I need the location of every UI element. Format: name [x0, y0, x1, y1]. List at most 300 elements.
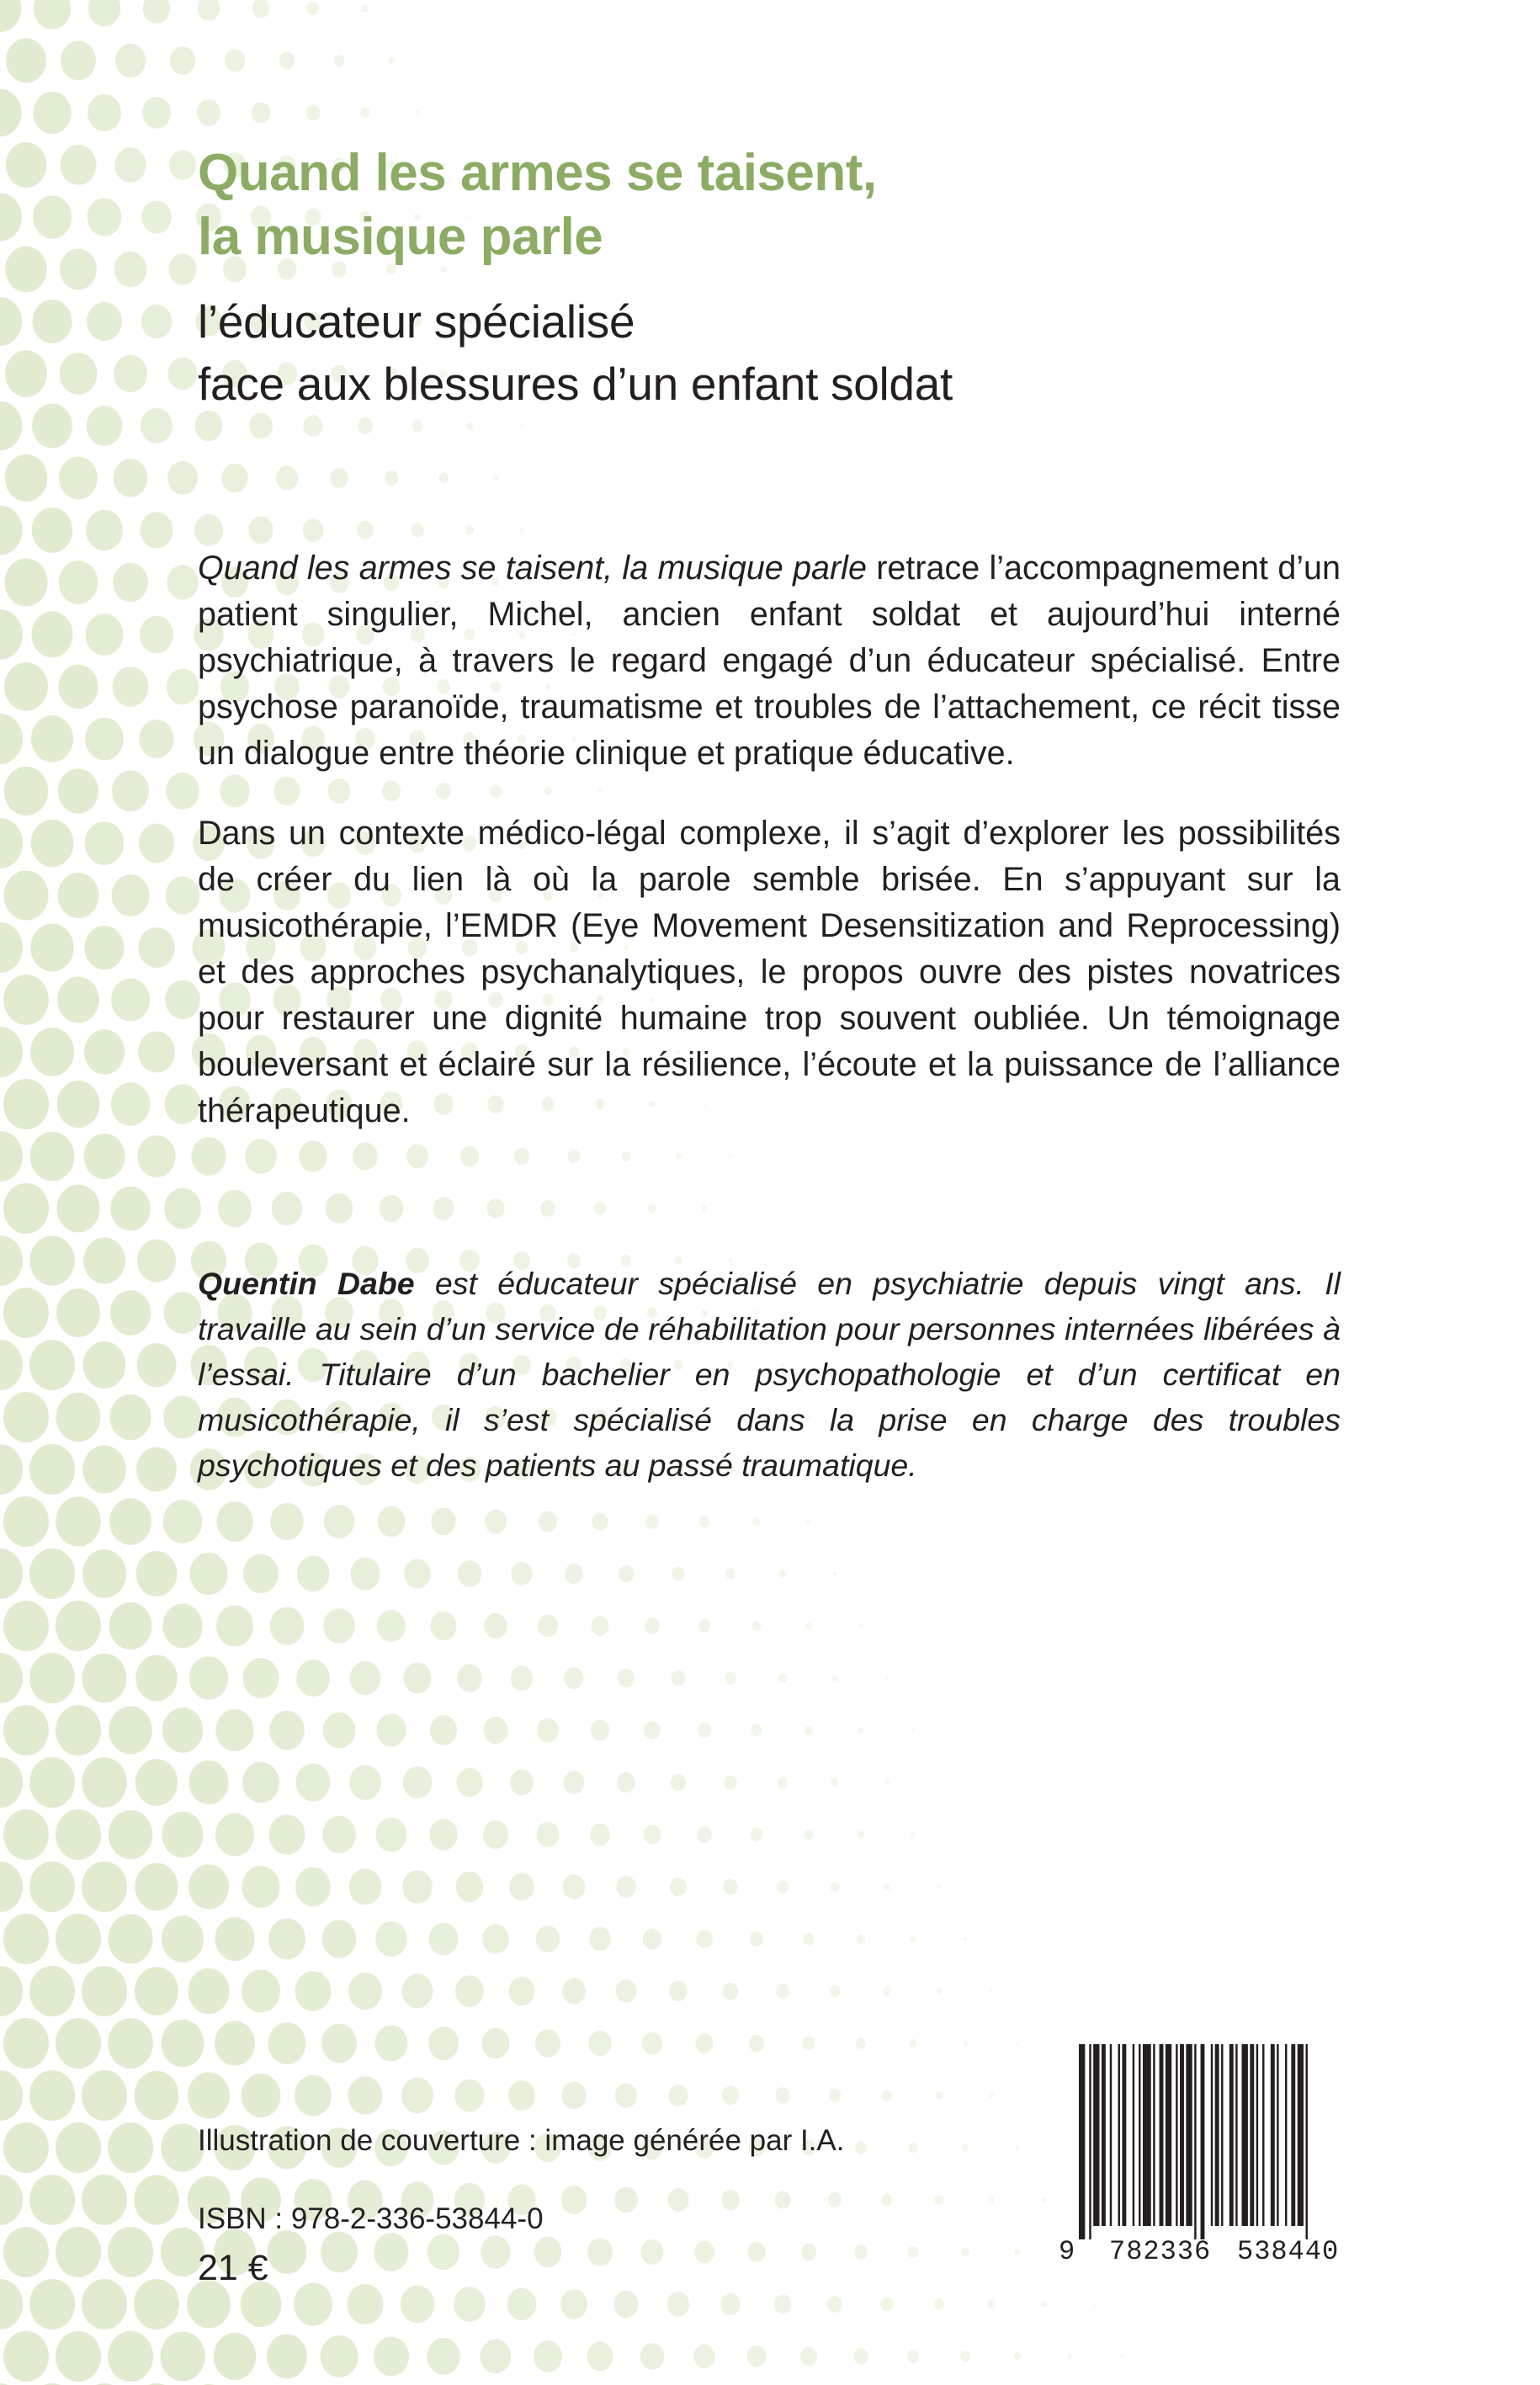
background-dot — [507, 2288, 537, 2320]
background-dot — [883, 1987, 891, 1996]
background-dot — [139, 824, 174, 863]
background-dot — [189, 1968, 230, 2014]
background-dot — [534, 2340, 562, 2372]
background-dot — [330, 468, 348, 488]
background-dot — [168, 254, 196, 285]
background-dot — [751, 1828, 763, 1841]
background-dot — [934, 2298, 944, 2310]
background-dot — [832, 1675, 838, 1681]
background-dot — [87, 302, 122, 341]
background-dot — [114, 459, 148, 497]
background-dot — [86, 510, 123, 551]
barcode-bar — [1153, 2044, 1155, 2226]
background-dot — [5, 350, 47, 396]
background-dot — [60, 353, 98, 395]
background-dot — [774, 2295, 792, 2314]
background-dot — [163, 1396, 202, 1439]
background-dot — [269, 1814, 305, 1855]
background-dot — [82, 1549, 126, 1598]
background-dot — [83, 1237, 125, 1283]
background-dot — [382, 781, 401, 802]
background-dot — [306, 105, 321, 121]
background-dot — [520, 424, 523, 427]
background-dot — [87, 406, 123, 445]
barcode-bar — [1093, 2044, 1099, 2226]
background-dot — [417, 8, 419, 10]
background-dot — [457, 1664, 482, 1692]
background-dot — [415, 110, 419, 115]
background-dot — [242, 1970, 280, 2013]
background-dot — [374, 2337, 409, 2377]
background-dot — [85, 821, 124, 865]
background-dot — [961, 2247, 969, 2256]
background-dot — [138, 927, 174, 968]
background-dot — [268, 1919, 305, 1960]
background-dot — [753, 1517, 761, 1526]
background-dot — [29, 1653, 75, 1703]
barcode-bar — [1298, 2044, 1304, 2226]
background-dot — [137, 1343, 177, 1387]
background-dot — [378, 1506, 406, 1537]
background-dot — [880, 2297, 893, 2312]
background-dot — [854, 2244, 868, 2259]
background-dot — [3, 975, 49, 1025]
background-dot — [401, 2286, 434, 2324]
background-dot — [270, 1607, 305, 1644]
background-dot — [4, 559, 47, 607]
background-dot — [560, 2289, 587, 2319]
background-dot — [109, 1394, 151, 1441]
background-dot — [3, 1601, 49, 1651]
background-dot — [385, 470, 399, 486]
background-dot — [349, 1765, 381, 1800]
background-dot — [885, 1676, 889, 1680]
background-dot — [304, 415, 323, 436]
background-dot — [114, 252, 147, 288]
background-dot — [723, 1983, 739, 2000]
background-dot — [537, 1718, 559, 1743]
background-dot — [249, 413, 273, 439]
background-dot — [362, 4, 369, 13]
background-dot — [514, 1148, 529, 1165]
background-dot — [404, 1559, 431, 1588]
background-dot — [169, 150, 196, 179]
background-dot — [430, 1715, 457, 1745]
background-dot — [82, 1862, 127, 1912]
background-dot — [29, 2175, 75, 2225]
background-dot — [225, 49, 245, 72]
background-dot — [0, 1757, 23, 1808]
barcode-bar — [1285, 2044, 1287, 2226]
background-dot — [296, 1763, 331, 1801]
background-dot — [427, 2234, 459, 2271]
background-dot — [357, 521, 374, 539]
background-dot — [0, 1862, 23, 1912]
background-dot — [29, 1966, 75, 2016]
background-dot — [109, 1706, 151, 1754]
background-dot — [1120, 2355, 1123, 2358]
background-dot — [962, 2143, 969, 2151]
barcode-bar — [1186, 2044, 1192, 2226]
background-dot — [321, 2335, 358, 2377]
background-dot — [544, 787, 551, 795]
background-dot — [135, 1967, 178, 2016]
background-dot — [216, 1606, 253, 1647]
background-dot — [460, 1146, 479, 1167]
background-dot — [307, 2, 320, 15]
background-dot — [403, 1663, 431, 1694]
background-dot — [272, 1192, 302, 1225]
background-dot — [564, 1667, 583, 1689]
background-dot — [3, 1079, 49, 1129]
background-dot — [884, 1780, 889, 1785]
barcode-bar — [1271, 2044, 1275, 2226]
background-dot — [135, 1759, 178, 1806]
background-dot — [163, 1500, 202, 1543]
background-dot — [88, 0, 120, 26]
background-dot — [590, 1824, 610, 1846]
background-dot — [162, 1708, 203, 1753]
background-dot — [696, 1930, 712, 1948]
background-dot — [990, 1989, 993, 1993]
background-dot — [588, 2031, 611, 2056]
background-dot — [937, 1884, 942, 1888]
background-dot — [454, 2287, 485, 2322]
background-dot — [269, 1711, 305, 1750]
background-dot — [987, 2300, 996, 2309]
book-title-line-2: la musique parle — [198, 208, 603, 266]
background-dot — [645, 1617, 660, 1634]
background-dot — [438, 473, 449, 484]
background-dot — [775, 2087, 789, 2103]
background-dot — [411, 523, 423, 538]
background-dot — [56, 2018, 101, 2069]
background-dot — [165, 1084, 201, 1123]
background-dot — [592, 1616, 609, 1635]
background-dot — [29, 2279, 75, 2329]
background-dot — [619, 1565, 634, 1582]
background-dot — [458, 1560, 481, 1587]
background-dot — [0, 609, 23, 660]
barcode-bar — [1256, 2044, 1258, 2226]
background-dot — [536, 1926, 560, 1952]
background-dot — [376, 1713, 406, 1746]
barcode-bar — [1250, 2044, 1254, 2226]
background-dot — [268, 2230, 307, 2274]
background-dot — [334, 55, 345, 66]
background-dot — [429, 1923, 459, 1956]
background-dot — [5, 454, 48, 502]
background-dot — [0, 1548, 23, 1599]
barcode-bar — [1194, 2044, 1196, 2239]
background-dot — [296, 1660, 330, 1697]
background-dot — [142, 97, 171, 129]
description-title-italic: Quand les armes se taisent, la musique parle — [198, 550, 867, 587]
background-dot — [3, 1914, 49, 1964]
background-dot — [565, 1564, 583, 1584]
background-dot — [166, 876, 200, 914]
background-dot — [406, 1145, 428, 1169]
background-dot — [85, 718, 124, 761]
background-dot — [641, 2239, 664, 2265]
background-dot — [242, 1762, 279, 1803]
background-dot — [0, 1444, 23, 1495]
background-dot — [858, 1830, 864, 1838]
background-dot — [377, 1610, 406, 1642]
background-dot — [0, 1340, 23, 1390]
background-dot — [466, 422, 473, 430]
background-dot — [540, 1200, 555, 1216]
background-dot — [1041, 2301, 1047, 2307]
background-dot — [267, 2335, 307, 2379]
background-dot — [481, 2235, 510, 2268]
background-dot — [29, 1862, 75, 1912]
background-dot — [597, 789, 602, 794]
background-dot — [295, 1971, 332, 2011]
background-dot — [511, 1562, 532, 1586]
background-dot — [827, 2296, 842, 2313]
background-dot — [135, 1655, 177, 1702]
background-dot — [510, 1769, 534, 1795]
background-dot — [59, 457, 98, 500]
background-dot — [482, 2028, 510, 2059]
background-dot — [3, 1392, 49, 1442]
background-dot — [779, 1570, 786, 1577]
background-dot — [401, 2078, 433, 2113]
description-paragraph-1 — [198, 545, 1341, 777]
background-dot — [112, 874, 150, 916]
background-dot — [483, 1820, 508, 1849]
background-dot — [375, 2025, 408, 2061]
background-dot — [0, 193, 22, 241]
background-dot — [274, 777, 300, 805]
background-dot — [831, 1778, 839, 1787]
background-dot — [328, 778, 351, 804]
background-dot — [248, 517, 273, 544]
background-dot — [86, 614, 124, 656]
background-dot — [800, 2347, 817, 2366]
background-dot — [723, 1879, 737, 1895]
background-dot — [594, 1202, 606, 1214]
barcode-bar — [1180, 2044, 1184, 2226]
background-dot — [1043, 2094, 1045, 2096]
background-dot — [1094, 2303, 1097, 2306]
background-dot — [561, 2186, 587, 2214]
background-dot — [166, 773, 199, 810]
background-dot — [671, 1774, 687, 1792]
barcode-bar — [1110, 2044, 1112, 2226]
barcode-bar — [1139, 2044, 1140, 2226]
background-dot — [111, 1082, 151, 1126]
background-dot — [165, 980, 200, 1019]
background-dot — [30, 1132, 75, 1182]
background-dot — [297, 1556, 330, 1592]
background-dot — [534, 2237, 562, 2267]
background-dot — [30, 923, 73, 971]
background-dot — [215, 2021, 255, 2065]
background-dot — [88, 198, 122, 236]
background-dot — [535, 2029, 560, 2057]
background-dot — [592, 1512, 608, 1530]
background-dot — [109, 1602, 152, 1649]
barcode-bar — [1277, 2044, 1278, 2226]
background-dot — [936, 2091, 943, 2100]
background-dot — [436, 783, 451, 799]
background-dot — [108, 2227, 153, 2277]
background-dot — [725, 1569, 735, 1580]
background-dot — [568, 1150, 581, 1163]
background-dot — [857, 1934, 865, 1943]
background-dot — [616, 1979, 637, 2003]
background-dot — [84, 926, 124, 970]
background-dot — [614, 2187, 638, 2213]
background-dot — [0, 922, 23, 973]
background-dot — [667, 2292, 689, 2316]
background-dot — [242, 1866, 280, 1908]
background-dot — [215, 1813, 254, 1856]
background-dot — [360, 108, 369, 118]
background-dot — [0, 1027, 23, 1077]
background-dot — [58, 665, 98, 709]
background-dot — [935, 2195, 944, 2205]
background-dot — [0, 818, 23, 868]
background-dot — [243, 1658, 279, 1698]
background-dot — [1042, 2197, 1046, 2202]
background-dot — [882, 2090, 892, 2101]
background-dot — [828, 2192, 842, 2207]
background-dot — [168, 358, 198, 390]
background-dot — [252, 0, 270, 18]
background-dot — [143, 0, 170, 24]
description-paragraph-2: Dans un contexte médico-légal complexe, il s’agit d’explorer les possibilités de créer du lien là où la parole semble brisée. En s’appuyant sur la musicothérapie, l’EMDR (Eye Movement Desensitization and Reprocessing) et des approches psychanalytiques, le propos ouvre des pistes novatrices pour restaurer une dignité humaine trop souvent oubliée. Un témoignage bouleversant et éclairé sur la résilience, l’écoute et la puissance de l’alliance thérapeutique. — [198, 815, 1341, 1129]
background-dot — [697, 1826, 712, 1843]
background-dot — [108, 2122, 153, 2173]
background-dot — [61, 145, 97, 185]
background-dot — [853, 2348, 868, 2364]
background-dot — [1016, 2042, 1018, 2045]
background-dot — [215, 1917, 255, 1961]
background-dot — [0, 0, 21, 32]
background-dot — [376, 1818, 407, 1852]
author-biography-text: est éducateur spécialisé en psychiatrie depuis vingt ans. Il travaille au sein d’un service de réhabilitation pour personnes internées libérées à l’essai. Titulaire d’un bachelier en psychopathologie et d’un certificat en musicothérapie, il s’est spécialisé dans la prise en charge des troubles psychotiques et des patients au passé traumatique. — [198, 1266, 1341, 1483]
background-dot — [0, 2279, 23, 2329]
background-dot — [82, 2279, 127, 2329]
barcode-bar — [1079, 2044, 1085, 2239]
background-dot — [189, 1864, 229, 1909]
background-dot — [3, 2018, 49, 2069]
barcode-bar — [1176, 2044, 1177, 2226]
background-dot — [88, 94, 121, 131]
barcode-bar — [1201, 2044, 1205, 2239]
background-dot — [243, 1554, 279, 1594]
background-dot — [618, 1669, 635, 1687]
book-subtitle — [198, 290, 1376, 415]
background-dot — [622, 1151, 631, 1161]
background-dot — [29, 1548, 75, 1599]
cover-illustration-credit: Illustration de couverture : image générée par I.A. — [198, 2124, 845, 2157]
background-dot — [640, 2343, 664, 2370]
background-dot — [0, 1653, 23, 1703]
background-dot — [484, 1717, 508, 1744]
price: 21 € — [198, 2248, 268, 2288]
background-dot — [670, 1878, 687, 1896]
background-dot — [188, 2072, 230, 2118]
background-dot — [326, 1193, 353, 1224]
background-dot — [141, 200, 171, 233]
background-dot — [3, 1288, 49, 1338]
background-dot — [134, 2175, 178, 2224]
background-dot — [29, 1340, 75, 1390]
background-dot — [252, 102, 271, 123]
background-dot — [1015, 2145, 1019, 2150]
background-dot — [988, 2196, 995, 2203]
background-dot — [833, 1571, 837, 1575]
barcode-bar — [1160, 2044, 1164, 2226]
background-dot — [672, 1567, 685, 1581]
background-dot — [672, 1671, 686, 1686]
background-dot — [189, 1553, 227, 1595]
barcode-bar — [1143, 2044, 1151, 2226]
background-dot — [56, 1288, 100, 1337]
background-dot — [858, 1727, 863, 1733]
background-dot — [56, 2122, 101, 2173]
background-dot — [112, 771, 149, 812]
barcode-bar — [1118, 2044, 1120, 2226]
background-dot — [645, 1514, 659, 1529]
background-dot — [693, 2345, 715, 2368]
background-dot — [56, 1601, 101, 1651]
background-dot — [481, 2340, 512, 2374]
background-dot — [299, 1140, 327, 1171]
background-dot — [189, 1656, 228, 1699]
barcode-digit-first: 9 — [1059, 2236, 1076, 2267]
barcode-bar — [1291, 2044, 1295, 2226]
background-dot — [82, 1757, 126, 1807]
background-dot — [402, 1870, 433, 1904]
background-dot — [295, 1867, 331, 1906]
background-dot — [245, 1139, 276, 1174]
description-paragraph-1-text: retrace l’accompagnement d’un patient singulier, Michel, ancien enfant soldat et aujourd’hui interné psychiatrique, à travers le regard engagé d’un éducateur spécialisé. Entre psychose paranoïde, traumatisme et troubles de l’attachement, ce récit tisse un dialogue entre théorie clinique et pratique éducative. — [198, 550, 1341, 772]
background-dot — [751, 1724, 762, 1736]
background-dot — [698, 1619, 710, 1633]
background-dot — [1067, 2354, 1072, 2360]
background-dot — [294, 2283, 332, 2326]
background-dot — [484, 1613, 507, 1639]
background-dot — [4, 767, 48, 815]
background-dot — [270, 1503, 304, 1540]
background-dot — [0, 505, 23, 555]
background-dot — [3, 2227, 49, 2277]
background-dot — [908, 2246, 919, 2258]
background-dot — [729, 1155, 731, 1158]
background-dot — [3, 1809, 49, 1860]
background-dot — [749, 2035, 764, 2052]
background-dot — [805, 1623, 812, 1629]
barcode-digits-right: 538440 — [1237, 2236, 1340, 2267]
background-dot — [110, 1290, 151, 1336]
background-dot — [0, 2175, 23, 2225]
background-dot — [964, 1937, 967, 1941]
book-subtitle-line-1: l’éducateur spécialisé — [198, 295, 635, 348]
background-dot — [644, 1825, 661, 1844]
background-dot — [189, 1761, 228, 1804]
background-dot — [910, 1936, 916, 1942]
background-dot — [323, 1713, 356, 1749]
background-dot — [389, 57, 395, 64]
background-dot — [31, 820, 74, 867]
background-dot — [490, 784, 502, 797]
background-dot — [616, 1876, 635, 1898]
